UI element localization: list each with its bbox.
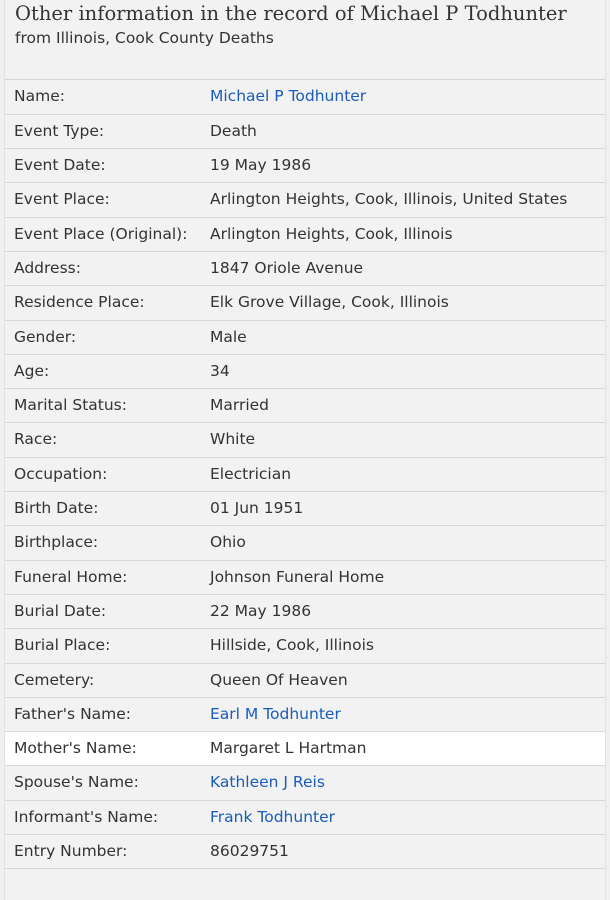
field-value-cell: [210, 80, 605, 114]
table-row: [5, 594, 605, 628]
person-link[interactable]: Frank Todhunter: [210, 807, 335, 826]
field-value: Married: [210, 389, 605, 423]
record-header: [5, 0, 605, 80]
field-label: Birthplace:: [5, 526, 210, 560]
table-row: [5, 423, 605, 457]
field-label: Gender:: [5, 320, 210, 354]
table-row: [5, 697, 605, 731]
table-row: [5, 800, 605, 834]
table-row: [5, 80, 605, 114]
field-value: Elk Grove Village, Cook, Illinois: [210, 286, 605, 320]
table-row: [5, 526, 605, 560]
field-label: Marital Status:: [5, 389, 210, 423]
field-label: Burial Date:: [5, 594, 210, 628]
field-label: Birth Date:: [5, 492, 210, 526]
table-row: [5, 629, 605, 663]
field-label: Name:: [5, 80, 210, 114]
table-row: [5, 663, 605, 697]
field-value: 34: [210, 354, 605, 388]
field-value: 19 May 1986: [210, 149, 605, 183]
field-label: Event Place (Original):: [5, 217, 210, 251]
table-row: [5, 114, 605, 148]
field-label: Age:: [5, 354, 210, 388]
table-row: [5, 217, 605, 251]
page-title: Other information in the record of Michael P Todhunter: [15, 2, 567, 25]
field-label: Spouse's Name:: [5, 766, 210, 800]
field-value-cell: [210, 697, 605, 731]
table-row: [5, 560, 605, 594]
table-row: [5, 835, 605, 869]
field-label: Event Type:: [5, 114, 210, 148]
field-label: Event Place:: [5, 183, 210, 217]
field-value: 01 Jun 1951: [210, 492, 605, 526]
person-link[interactable]: Kathleen J Reis: [210, 773, 325, 792]
table-row: [5, 389, 605, 423]
table-row: [5, 732, 605, 766]
field-value: Male: [210, 320, 605, 354]
field-value: Death: [210, 114, 605, 148]
table-row: [5, 492, 605, 526]
field-value: 1847 Oriole Avenue: [210, 251, 605, 285]
field-label: Funeral Home:: [5, 560, 210, 594]
field-label: Event Date:: [5, 149, 210, 183]
record-panel: [4, 0, 606, 900]
field-value: Margaret L Hartman: [210, 732, 605, 766]
field-label: Informant's Name:: [5, 800, 210, 834]
person-link[interactable]: Michael P Todhunter: [210, 87, 367, 105]
field-label: Entry Number:: [5, 835, 210, 869]
field-label: Address:: [5, 251, 210, 285]
field-label: Occupation:: [5, 457, 210, 491]
field-value: 86029751: [210, 835, 605, 869]
field-value: Electrician: [210, 457, 605, 491]
table-row: [5, 183, 605, 217]
collection-subtitle: from Illinois, Cook County Deaths: [15, 29, 274, 47]
table-row: [5, 457, 605, 491]
field-value: 22 May 1986: [210, 594, 605, 628]
field-value: Queen Of Heaven: [210, 663, 605, 697]
field-label: Race:: [5, 423, 210, 457]
table-row: [5, 286, 605, 320]
field-value-cell: [210, 766, 605, 800]
field-value: Arlington Heights, Cook, Illinois: [210, 217, 605, 251]
field-value-cell: [210, 800, 605, 834]
field-value: Ohio: [210, 526, 605, 560]
field-value: White: [210, 423, 605, 457]
person-link[interactable]: Earl M Todhunter: [210, 704, 341, 723]
field-value: Arlington Heights, Cook, Illinois, United States: [210, 183, 605, 217]
field-value: Johnson Funeral Home: [210, 560, 605, 594]
field-label: Father's Name:: [5, 697, 210, 731]
table-row: [5, 320, 605, 354]
record-details-table: [5, 80, 605, 869]
field-label: Cemetery:: [5, 663, 210, 697]
record-rows: [5, 80, 605, 869]
field-label: Burial Place:: [5, 629, 210, 663]
table-row: [5, 354, 605, 388]
field-label: Residence Place:: [5, 286, 210, 320]
field-label: Mother's Name:: [5, 732, 210, 766]
table-row: [5, 149, 605, 183]
table-row: [5, 766, 605, 800]
table-row: [5, 251, 605, 285]
field-value: Hillside, Cook, Illinois: [210, 629, 605, 663]
